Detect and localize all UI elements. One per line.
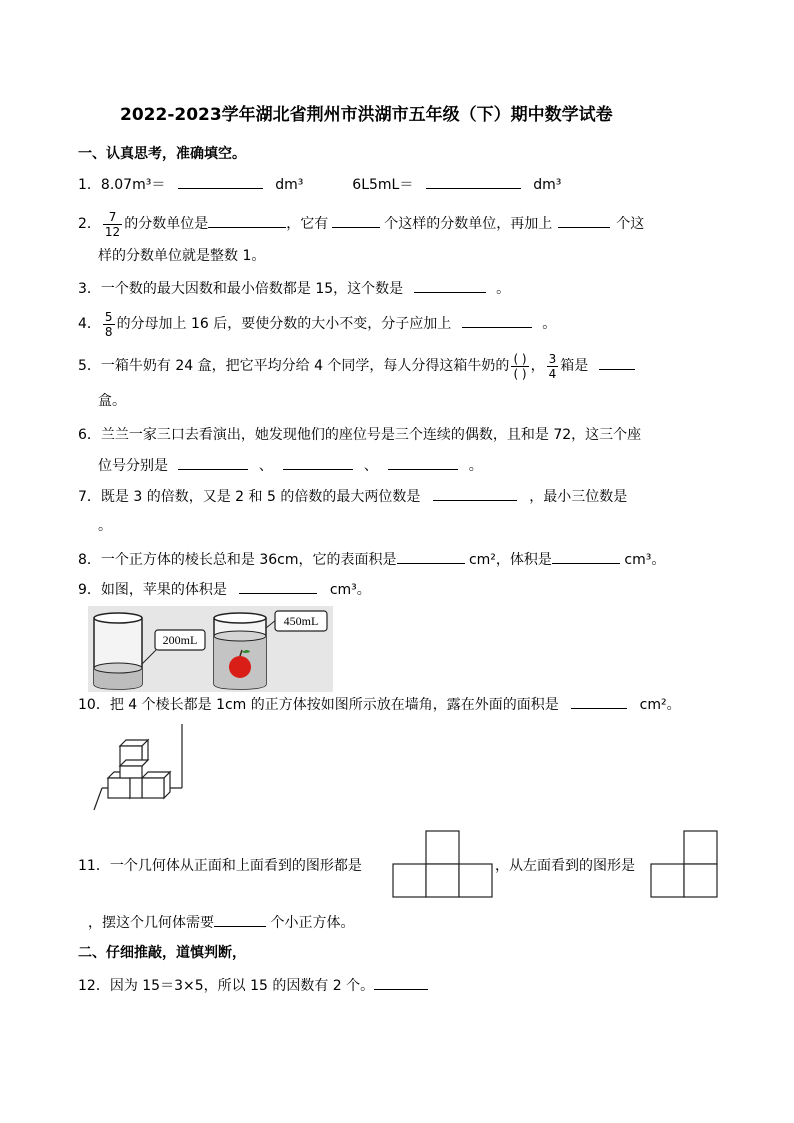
answer-blank[interactable] <box>571 694 627 709</box>
question-10: 10．把 4 个棱长都是 1cm 的正方体按如图所示放在墙角，露在外面的面积是 cm²。 <box>78 694 681 715</box>
fraction: $\frac{3}{4}$ <box>548 351 557 381</box>
question-3: 3．一个数的最大因数和最小倍数都是 15，这个数是 。 <box>78 278 510 299</box>
question-2-cont: 样的分数单位就是整数 1。 <box>98 248 266 264</box>
answer-blank[interactable] <box>214 912 266 927</box>
question-6: 6．兰兰一家三口去看演出，她发现他们的座位号是三个连续的偶数，且和是 72，这三个座 <box>78 427 642 443</box>
question-5-cont: 盒。 <box>98 393 126 409</box>
answer-blank[interactable] <box>283 455 353 470</box>
question-9: 9．如图，苹果的体积是 cm³。 <box>78 579 371 600</box>
answer-blank[interactable] <box>374 975 428 990</box>
answer-blank[interactable] <box>178 174 263 189</box>
question-7-cont: 。 <box>98 518 112 534</box>
question-6-cont: 位号分别是 、 、 。 <box>98 455 483 476</box>
question-2: 2． $\frac{7}{12}$ 的分数单位是 ，它有 个这样的分数单位，再加上 个这 <box>78 209 645 239</box>
front-top-view-figure <box>392 830 494 898</box>
question-5: 5．一箱牛奶有 24 盒，把它平均分给 4 个同学，每人分得这箱牛奶的 $\frac{( )}{( )}$ ， $\frac{3}{4}$ 箱是 <box>78 351 635 381</box>
question-8: 8．一个正方体的棱长总和是 36cm，它的表面积是 cm²，体积是 cm³。 <box>78 549 665 570</box>
section-heading: 二、仔细推敲，道慎判断， <box>78 945 246 961</box>
answer-blank[interactable] <box>388 455 458 470</box>
question-4: 4． $\frac{5}{8}$ 的分母加上 16 后，要使分数的大小不变，分子应加上 。 <box>78 309 557 339</box>
fraction-blank[interactable]: $\frac{( )}{( )}$ <box>513 351 527 381</box>
answer-blank[interactable] <box>208 213 286 228</box>
answer-blank[interactable] <box>462 313 532 328</box>
question-11: 11．一个几何体从正面和上面看到的图形都是 <box>78 858 362 874</box>
question-11-mid: ，从左面看到的图形是 <box>495 858 635 874</box>
answer-blank[interactable] <box>414 278 486 293</box>
answer-blank[interactable] <box>426 174 521 189</box>
answer-blank[interactable] <box>332 213 380 228</box>
answer-blank[interactable] <box>239 579 317 594</box>
answer-blank[interactable] <box>558 213 610 228</box>
page-title: 2022-2023学年湖北省荆州市洪湖市五年级（下）期中数学试卷 <box>120 105 613 125</box>
question-11-cont: ，摆这个几何体需要 个小正方体。 <box>88 912 354 933</box>
question-12: 12．因为 15＝3×5，所以 15 的因数有 2 个。 <box>78 975 428 996</box>
answer-blank[interactable] <box>178 455 248 470</box>
section-heading: 一、认真思考，准确填空。 <box>78 146 246 162</box>
question-7: 7．既是 3 的倍数，又是 2 和 5 的倍数的最大两位数是 ，最小三位数是 <box>78 486 627 507</box>
apple-icon <box>229 656 251 678</box>
question-1: 1．8.07m³＝ dm³ 6L5mL＝ dm³ <box>78 174 561 195</box>
answer-blank[interactable] <box>397 549 465 564</box>
beakers-figure <box>88 606 333 692</box>
left-view-figure <box>650 830 718 898</box>
label-200ml: 200mL <box>162 633 198 647</box>
label-450ml: 450mL <box>283 614 319 628</box>
fraction: $\frac{5}{8}$ <box>104 309 113 339</box>
fraction: $\frac{7}{12}$ <box>104 209 121 239</box>
cubes-corner-figure <box>92 722 190 814</box>
answer-blank[interactable] <box>599 355 635 370</box>
answer-blank[interactable] <box>433 486 517 501</box>
answer-blank[interactable] <box>552 549 620 564</box>
